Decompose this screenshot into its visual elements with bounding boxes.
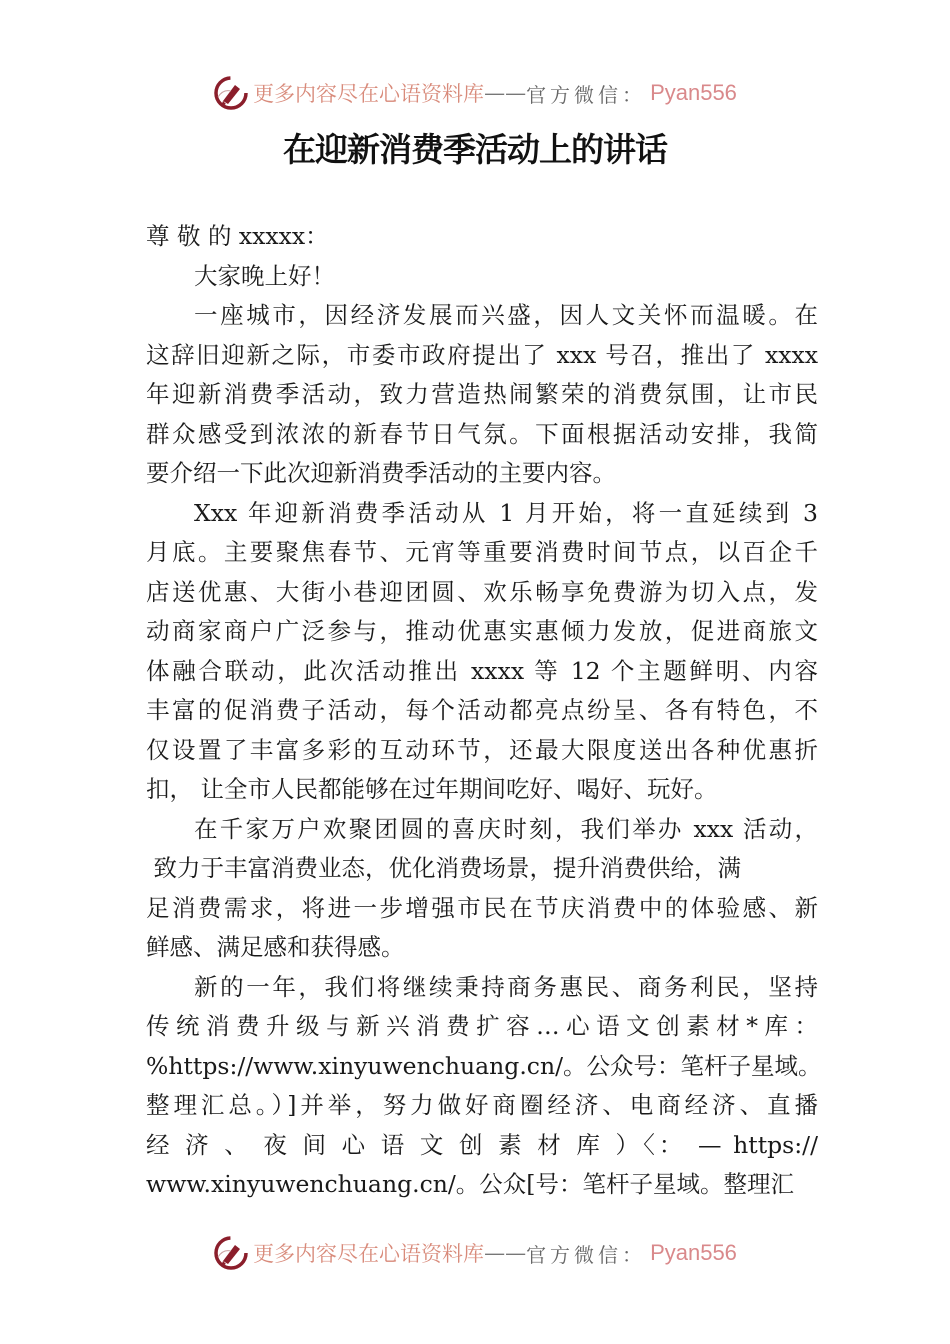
paragraph-line: Xxx 年迎新消费季活动从 1 月开始，将一直延续到 3 bbox=[194, 498, 818, 527]
paragraph-line: 丰富的促消费子活动，每个活动都亮点纷呈、各有特色，不 bbox=[146, 696, 818, 724]
paragraph-line: 店送优惠、大街小巷迎团圆、欢乐畅享免费游为切入点，发 bbox=[146, 577, 818, 606]
document-title: 在迎新消费季活动上的讲话 bbox=[283, 130, 667, 169]
banner-brand-text: 更多内容尽在心语资料库 bbox=[253, 82, 485, 106]
paragraph-line: 要介绍一下此次迎新消费季活动的主要内容。 bbox=[146, 459, 616, 487]
banner-separator-2: — bbox=[505, 81, 527, 105]
pen-nib-logo-icon bbox=[213, 1235, 249, 1271]
paragraph-line: 足消费需求，将进一步增强市民在节庆消费中的体验感、新 bbox=[146, 893, 818, 922]
paragraph-line: 新的一年，我们将继续秉持商务惠民、商务利民，坚持 bbox=[194, 972, 818, 1001]
banner-wechat-label: 官方微信： bbox=[526, 82, 647, 107]
banner-wechat-id: Pyan556 bbox=[650, 1240, 737, 1265]
paragraph-line: 仅设置了丰富多彩的互动环节，还最大限度送出各种优惠折 bbox=[146, 735, 818, 764]
paragraph-line: %https://www.xinyuwenchuang.cn/。公众号：笔杆子星域。 bbox=[146, 1051, 822, 1080]
banner-wechat-label: 官方微信： bbox=[526, 1242, 647, 1267]
document-body bbox=[146, 217, 822, 1205]
paragraph-line: 经 济 、 夜 间 心 语 文 创 素 材 库 ）〈： — https:// bbox=[146, 1130, 818, 1159]
banner-separator: — bbox=[484, 1241, 506, 1265]
salutation-line: 尊 敬 的 xxxxx： bbox=[146, 222, 329, 250]
paragraph-line: 整理汇总。）]并举，努力做好商圈经济、电商经济、直播 bbox=[146, 1091, 818, 1119]
paragraph-line: 传统消费升级与新兴消费扩容…心语文创素材*库： bbox=[146, 1012, 818, 1040]
paragraph-line: 动商家商户广泛参与，推动优惠实惠倾力发放，促进商旅文 bbox=[146, 617, 818, 645]
banner-separator-2: — bbox=[505, 1241, 527, 1265]
paragraph-line: 体融合联动，此次活动推出 xxxx 等 12 个主题鲜明、内容 bbox=[146, 656, 818, 685]
paragraph-line: 致力于丰富消费业态，优化消费场景，提升消费供给，满 bbox=[146, 854, 741, 882]
paragraph-line: 群众感受到浓浓的新春节日气氛。下面根据活动安排，我简 bbox=[146, 419, 818, 448]
paragraph-line: 扣， 让全市人民都能够在过年期间吃好、喝好、玩好。 bbox=[146, 775, 718, 803]
pen-nib-logo-icon bbox=[213, 75, 249, 111]
paragraph-line: 在千家万户欢聚团圆的喜庆时刻，我们举办 xxx 活动， bbox=[194, 814, 818, 843]
paragraph-line: 鲜感、满足感和获得感。 bbox=[146, 933, 405, 961]
banner-separator: — bbox=[484, 81, 506, 105]
header-banner bbox=[0, 73, 950, 113]
banner-brand-text: 更多内容尽在心语资料库 bbox=[253, 1242, 485, 1266]
paragraph-line: 月底。主要聚焦春节、元宵等重要消费时间节点，以百企千 bbox=[146, 538, 818, 566]
banner-wechat-id: Pyan556 bbox=[650, 80, 737, 105]
paragraph-line: 这辞旧迎新之际，市委市政府提出了 xxx 号召，推出了 xxxx bbox=[146, 340, 818, 369]
paragraph-line: 一座城市，因经济发展而兴盛，因人文关怀而温暖。在 bbox=[194, 301, 818, 329]
greeting-line: 大家晚上好！ bbox=[194, 261, 335, 290]
paragraph-line: 年迎新消费季活动，致力营造热闹繁荣的消费氛围，让市民 bbox=[146, 380, 818, 408]
footer-banner bbox=[0, 1233, 950, 1273]
paragraph-line: www.xinyuwenchuang.cn/。公众[号：笔杆子星域。整理汇 bbox=[146, 1170, 794, 1198]
